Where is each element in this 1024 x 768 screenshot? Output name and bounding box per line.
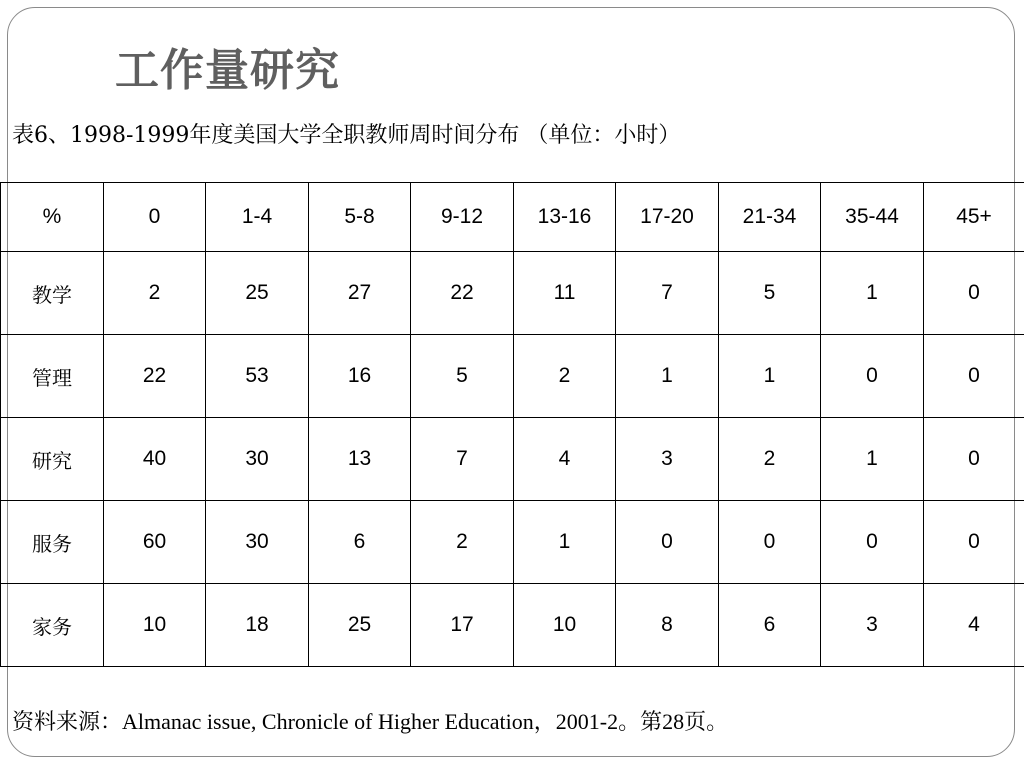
table-row	[1, 501, 1024, 584]
table-header-row	[1, 183, 1024, 252]
header-cell: 35-44	[821, 183, 924, 252]
table-cell: 0	[924, 501, 1024, 584]
table-cell: 0	[924, 418, 1024, 501]
header-cell: 13-16	[514, 183, 616, 252]
table-cell: 60	[104, 501, 206, 584]
table-cell: 11	[514, 252, 616, 335]
row-label: 服务	[1, 501, 104, 584]
table-row	[1, 252, 1024, 335]
table-cell: 5	[411, 335, 514, 418]
table-cell: 1	[616, 335, 719, 418]
table-cell: 1	[821, 418, 924, 501]
table-cell: 30	[206, 418, 309, 501]
table-cell: 7	[411, 418, 514, 501]
table-cell: 0	[821, 335, 924, 418]
header-cell: 1-4	[206, 183, 309, 252]
table-row	[1, 584, 1024, 667]
table-cell: 6	[719, 584, 821, 667]
slide-title: 工作量研究	[115, 45, 340, 96]
header-cell: 45+	[924, 183, 1024, 252]
table-cell: 16	[309, 335, 411, 418]
header-cell: 9-12	[411, 183, 514, 252]
table-cell: 7	[616, 252, 719, 335]
table-cell: 2	[104, 252, 206, 335]
table-cell: 6	[309, 501, 411, 584]
table-cell: 5	[719, 252, 821, 335]
header-cell: %	[1, 183, 104, 252]
source-note: 资料来源：Almanac issue, Chronicle of Higher Education，2001-2。第28页。	[12, 709, 729, 734]
table-cell: 10	[514, 584, 616, 667]
table-cell: 25	[309, 584, 411, 667]
table-cell: 2	[411, 501, 514, 584]
table-cell: 1	[821, 252, 924, 335]
header-cell: 17-20	[616, 183, 719, 252]
table-cell: 10	[104, 584, 206, 667]
row-label: 管理	[1, 335, 104, 418]
table-cell: 40	[104, 418, 206, 501]
header-cell: 0	[104, 183, 206, 252]
table-cell: 22	[104, 335, 206, 418]
table-cell: 27	[309, 252, 411, 335]
table-cell: 0	[821, 501, 924, 584]
time-distribution-table	[0, 182, 1024, 667]
table-cell: 2	[719, 418, 821, 501]
table-cell: 22	[411, 252, 514, 335]
header-cell: 5-8	[309, 183, 411, 252]
table-cell: 0	[924, 335, 1024, 418]
table-caption: 表6、1998-1999年度美国大学全职教师周时间分布 （单位：小时）	[12, 123, 681, 148]
table-cell: 3	[616, 418, 719, 501]
table-cell: 4	[924, 584, 1024, 667]
table-cell: 8	[616, 584, 719, 667]
table-cell: 13	[309, 418, 411, 501]
table-cell: 53	[206, 335, 309, 418]
row-label: 教学	[1, 252, 104, 335]
table-cell: 1	[719, 335, 821, 418]
table-row	[1, 418, 1024, 501]
table-row	[1, 335, 1024, 418]
table-cell: 3	[821, 584, 924, 667]
table-cell: 30	[206, 501, 309, 584]
table-cell: 1	[514, 501, 616, 584]
table-cell: 17	[411, 584, 514, 667]
table-cell: 0	[719, 501, 821, 584]
table-cell: 25	[206, 252, 309, 335]
table-cell: 2	[514, 335, 616, 418]
table-cell: 0	[924, 252, 1024, 335]
table-cell: 4	[514, 418, 616, 501]
header-cell: 21-34	[719, 183, 821, 252]
row-label: 家务	[1, 584, 104, 667]
table-cell: 0	[616, 501, 719, 584]
row-label: 研究	[1, 418, 104, 501]
table-cell: 18	[206, 584, 309, 667]
